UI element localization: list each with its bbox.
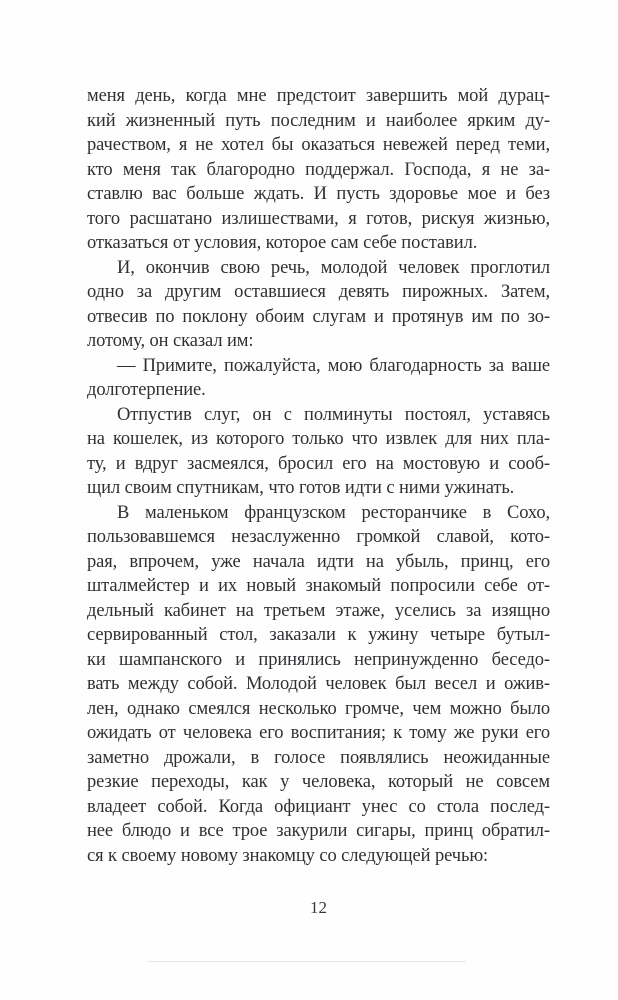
text-line: рая, впрочем, уже начала идти на убыль, принц, его (87, 551, 550, 572)
paragraph (87, 354, 550, 403)
text-line: долготерпение. (87, 380, 206, 400)
text-line: дельный кабинет на третьем этаже, уселись за изящно (87, 600, 550, 621)
text-line: меня день, когда мне предстоит завершить мой дурац- (87, 86, 550, 106)
text-line: И, окончив свою речь, молодой человек проглотил (117, 257, 550, 278)
paragraph (87, 256, 550, 354)
text-line: ту, и вдруг засмеялся, бросил его на мостовую и сооб- (87, 453, 550, 474)
text-line: шталмейстер и их новый знакомый попросили себе от- (87, 576, 550, 596)
text-line: пользовавшемся незаслуженно громкой славой, кото- (87, 527, 550, 547)
text-line: ставлю вас больше ждать. И пусть здоровье мое и без (87, 184, 550, 204)
text-line: лотому, он сказал им: (87, 331, 254, 351)
text-line: одно за другим оставшиеся девять пирожных. Затем, (87, 282, 550, 302)
text-line: владеет собой. Когда официант унес со стола послед- (87, 796, 550, 817)
text-line: ожидать от человека его воспитания; к тому же руки его (87, 723, 550, 743)
page-text (87, 84, 550, 868)
text-line: резкие переходы, как у человека, который не совсем (87, 772, 550, 792)
text-line: на кошелек, из которого только что извлек для них пла- (87, 429, 550, 449)
text-line: кто меня так благородно поддержал. Господа, я не за- (87, 159, 550, 180)
text-line: рачеством, я не хотел бы оказаться невежей перед теми, (87, 135, 550, 155)
text-line: отвесив по поклону обоим слугам и протянув им по зо- (87, 306, 550, 327)
paragraph (87, 84, 550, 256)
text-line: того расшатано излишествами, я готов, рискуя жизнью, (87, 208, 550, 229)
paragraph (87, 501, 550, 869)
page-number: 12 (310, 898, 327, 917)
text-line: нее блюдо и все трое закурили сигары, принц обратил- (87, 821, 550, 841)
text-line: лен, однако смеялся несколько громче, чем можно было (87, 698, 550, 719)
text-line: ся к своему новому знакомцу со следующей речью: (87, 845, 489, 866)
text-line: ки шампанского и принялись непринужденно беседо- (87, 649, 550, 670)
text-line: отказаться от условия, которое сам себе поставил. (87, 233, 478, 253)
text-line: вать между собой. Молодой человек был весел и ожив- (87, 674, 550, 694)
text-line: щил своим спутникам, что готов идти с ними ужинать. (87, 478, 515, 498)
text-line: кий жизненный путь последним и наиболее ярким ду- (87, 110, 550, 131)
text-line: — Примите, пожалуйста, мою благодарность за ваше (117, 355, 550, 376)
text-line: заметно дрожали, в голосе появлялись неожиданные (87, 747, 550, 768)
footer-divider (147, 961, 466, 962)
text-line: Отпустив слуг, он с полминуты постоял, уставясь (117, 404, 550, 425)
text-line: сервированный стол, заказали к ужину четыре бутыл- (87, 625, 550, 645)
text-line: В маленьком французском ресторанчике в Сохо, (117, 502, 550, 523)
paragraph (87, 403, 550, 501)
